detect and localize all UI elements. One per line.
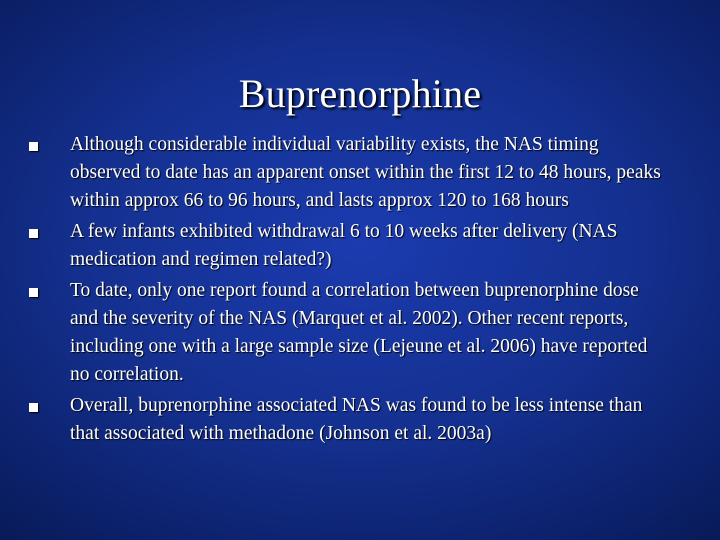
bullet-list [0, 131, 720, 451]
bullet-item [0, 277, 670, 389]
bullet-text: Although considerable individual variability exists, the NAS timing observed to date has an apparent onset within the first 12 to 48 hours, peaks within approx 66 to 96 hours, and lasts approx 120 to 168 hours [70, 134, 661, 211]
bullet-text: To date, only one report found a correlation between buprenorphine dose and the severity of the NAS (Marquet et al. 2002). Other recent reports, including one with a large sample size (Lejeune et al. 2006) have reported no correlation. [70, 280, 648, 385]
bullet-item [0, 392, 670, 448]
bullet-text: A few infants exhibited withdrawal 6 to 10 weeks after delivery (NAS medication and regimen related?) [70, 221, 618, 270]
square-bullet-icon [29, 288, 38, 297]
square-bullet-icon [29, 229, 38, 238]
bullet-item [0, 218, 670, 274]
square-bullet-icon [29, 142, 38, 151]
square-bullet-icon [29, 403, 38, 412]
bullet-text: Overall, buprenorphine associated NAS was found to be less intense than that associated with methadone (Johnson et al. 2003a) [70, 395, 643, 444]
slide-title: Buprenorphine [238, 70, 482, 116]
bullet-item [0, 131, 670, 215]
